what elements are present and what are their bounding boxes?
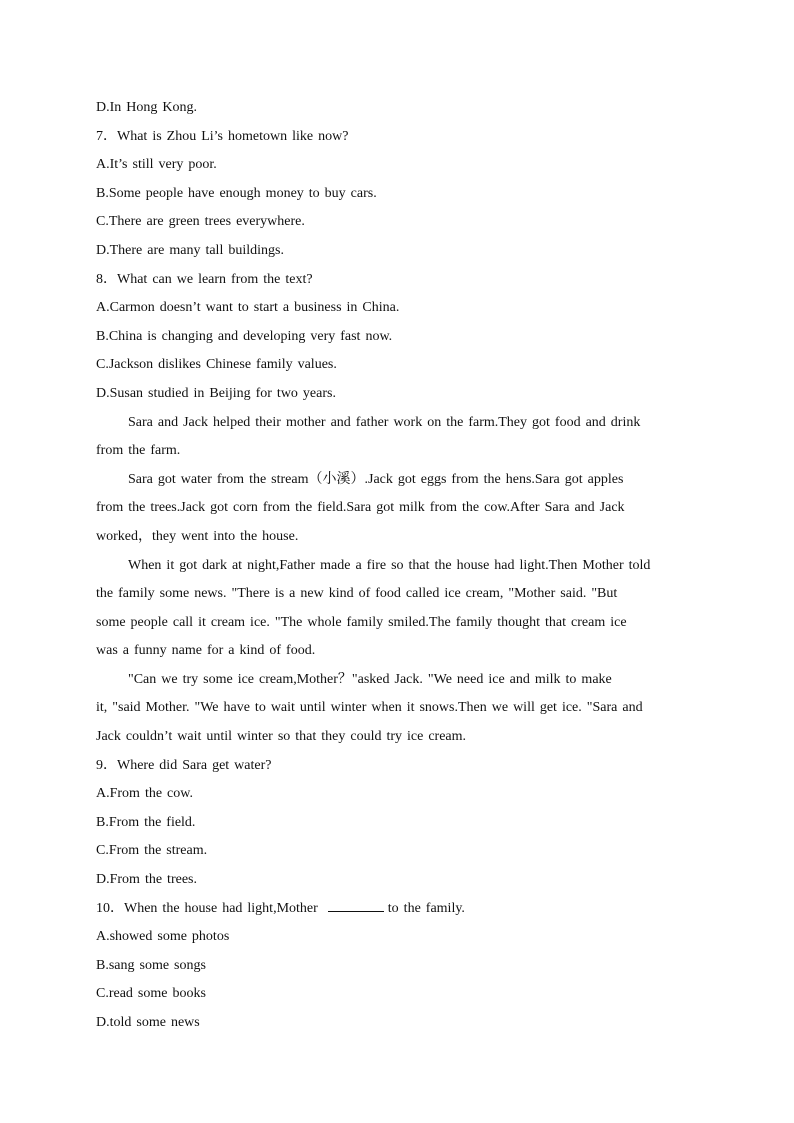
passage-p4-line3: Jack couldn’t wait until winter so that they could try ice cream. bbox=[96, 729, 467, 745]
q9-option-b: B.From the field. bbox=[96, 814, 196, 830]
passage-p2-line1: Sara got water from the stream（小溪）.Jack got eggs from the hens.Sara got apples bbox=[128, 471, 624, 487]
passage-p1-line2: from the farm. bbox=[96, 443, 181, 459]
q10-option-a: A.showed some photos bbox=[96, 929, 230, 945]
q7-option-d: D.There are many tall buildings. bbox=[96, 242, 284, 258]
q9-option-c: C.From the stream. bbox=[96, 843, 208, 859]
passage-p3-line4: was a funny name for a kind of food. bbox=[96, 643, 316, 659]
q10-question-end: to the family. bbox=[387, 900, 465, 916]
passage-p1-line1: Sara and Jack helped their mother and father work on the farm.They got food and drink bbox=[128, 414, 641, 430]
passage-p4-line1: "Can we try some ice cream,Mother？"asked Jack. "We need ice and milk to make bbox=[128, 671, 612, 687]
passage-p2-line3: worked，they went into the house. bbox=[96, 528, 299, 544]
q10-question-start: 10．When the house had light,Mother bbox=[96, 900, 318, 916]
q7-option-a: A.It’s still very poor. bbox=[96, 157, 217, 173]
passage-p3-line3: some people call it cream ice. "The whole family smiled.The family thought that cream ice bbox=[96, 614, 627, 630]
q9-option-d: D.From the trees. bbox=[96, 872, 197, 888]
q8-option-c: C.Jackson dislikes Chinese family values. bbox=[96, 357, 337, 373]
q9-option-a: A.From the cow. bbox=[96, 786, 193, 802]
answer-blank bbox=[328, 899, 384, 912]
q7-option-c: C.There are green trees everywhere. bbox=[96, 214, 305, 230]
q6-option-d: D.In Hong Kong. bbox=[96, 100, 197, 115]
passage-p2-line2: from the trees.Jack got corn from the field.Sara got milk from the cow.After Sara and Jack bbox=[96, 500, 625, 516]
q8-option-b: B.China is changing and developing very fast now. bbox=[96, 328, 393, 344]
q10-option-d: D.told some news bbox=[96, 1015, 200, 1030]
passage-p3-line1: When it got dark at night,Father made a fire so that the house had light.Then Mother told bbox=[128, 557, 651, 573]
document-page bbox=[96, 94, 700, 1038]
q10-option-c: C.read some books bbox=[96, 986, 206, 1002]
q8-question: 8．What can we learn from the text? bbox=[96, 271, 313, 287]
q9-question: 9．Where did Sara get water? bbox=[96, 757, 272, 773]
q8-option-a: A.Carmon doesn’t want to start a business in China. bbox=[96, 300, 400, 316]
q7-question: 7．What is Zhou Li’s hometown like now? bbox=[96, 128, 349, 144]
passage-p3-line2: the family some news. "There is a new kind of food called ice cream, "Mother said. "But bbox=[96, 586, 618, 602]
q10-option-b: B.sang some songs bbox=[96, 957, 206, 973]
q8-option-d: D.Susan studied in Beijing for two years. bbox=[96, 385, 336, 401]
q10-question bbox=[96, 895, 700, 924]
passage-p4-line2: it, "said Mother. "We have to wait until winter when it snows.Then we will get ice. "Sara and bbox=[96, 700, 643, 716]
q7-option-b: B.Some people have enough money to buy cars. bbox=[96, 185, 377, 201]
